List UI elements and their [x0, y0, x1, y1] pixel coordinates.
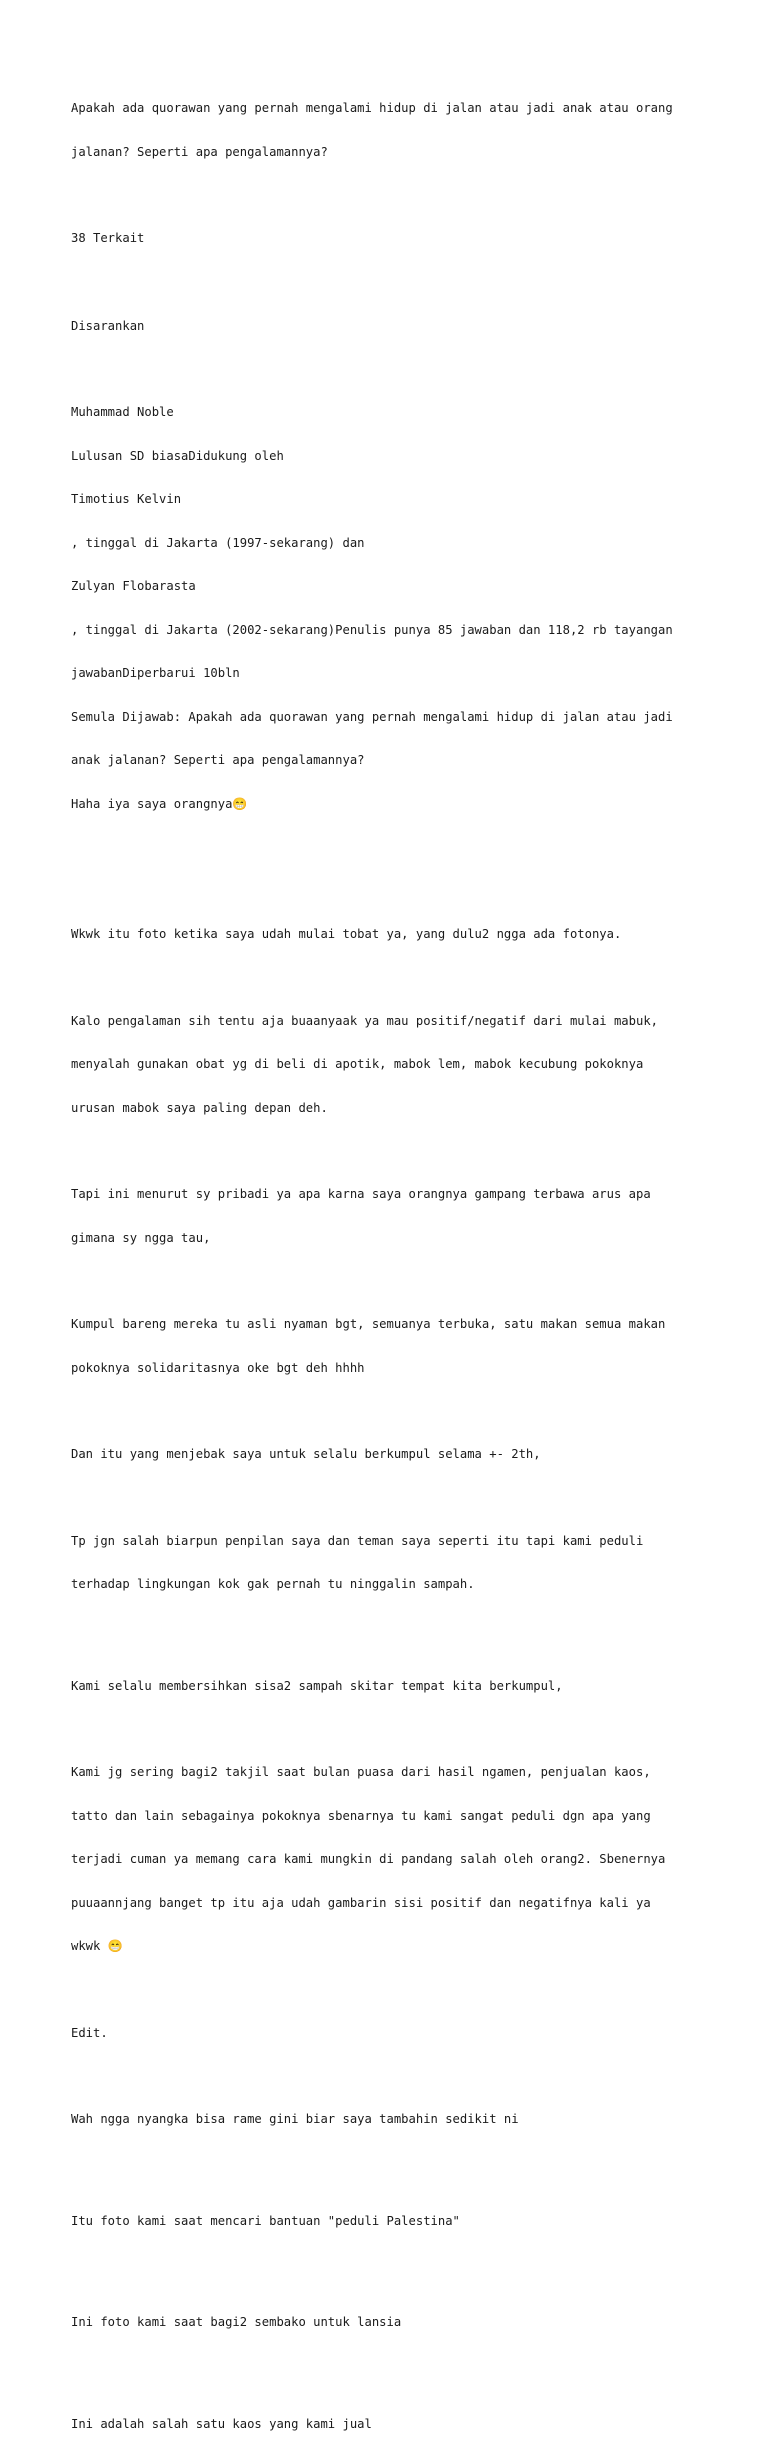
paragraph-line: Wah ngga nyangka bisa rame gini biar saya tambahin sedikit ni	[71, 2112, 711, 2127]
question-title-line: jalanan? Seperti apa pengalamannya?	[71, 145, 711, 160]
question-title	[71, 72, 711, 188]
document-page	[71, 72, 711, 2460]
related-count	[71, 202, 711, 275]
body-paragraph	[71, 1288, 711, 1404]
related-count-text: 38 Terkait	[71, 231, 711, 246]
answered-question-line: Semula Dijawab: Apakah ada quorawan yang pernah mengalami hidup di jalan atau jadi	[71, 710, 711, 725]
paragraph-line: Kami selalu membersihkan sisa2 sampah skitar tempat kita berkumpul,	[71, 1679, 711, 1694]
edit-label-text: Edit.	[71, 2026, 711, 2041]
body-paragraph	[71, 1158, 711, 1274]
paragraph-line: terhadap lingkungan kok gak pernah tu ninggalin sampah.	[71, 1577, 711, 1592]
question-title-line: Apakah ada quorawan yang pernah mengalami hidup di jalan atau jadi anak atau orang	[71, 101, 711, 116]
author-credential: Lulusan SD biasaDidukung oleh	[71, 449, 711, 464]
answered-question-line: anak jalanan? Seperti apa pengalamannya?	[71, 753, 711, 768]
body-paragraph	[71, 1505, 711, 1621]
paragraph-line: Kami jg sering bagi2 takjil saat bulan puasa dari hasil ngamen, penjualan kaos,	[71, 1765, 711, 1780]
edit-label	[71, 1997, 711, 2070]
suggested-label	[71, 290, 711, 363]
paragraph-line: Wkwk itu foto ketika saya udah mulai tobat ya, yang dulu2 ngga ada fotonya.	[71, 927, 711, 942]
paragraph-line: tatto dan lain sebagainya pokoknya sbenarnya tu kami sangat peduli dgn apa yang	[71, 1809, 711, 1824]
body-paragraph	[71, 1418, 711, 1491]
paragraph-line: menyalah gunakan obat yg di beli di apotik, mabok lem, mabok kecubung pokoknya	[71, 1057, 711, 1072]
supporter-name: Zulyan Flobarasta	[71, 579, 711, 594]
photo-caption	[71, 2388, 711, 2460]
photo-caption	[71, 2185, 711, 2258]
paragraph-line: terjadi cuman ya memang cara kami mungkin di pandang salah oleh orang2. Sbenernya	[71, 1852, 711, 1867]
answer-opening: Haha iya saya orangnya😁	[71, 797, 711, 812]
paragraph-line: Kumpul bareng mereka tu asli nyaman bgt, semuanya terbuka, satu makan semua makan	[71, 1317, 711, 1332]
supporter-detail: , tinggal di Jakarta (2002-sekarang)Penulis punya 85 jawaban dan 118,2 rb tayangan	[71, 623, 711, 638]
paragraph-line: Dan itu yang menjebak saya untuk selalu berkumpul selama +- 2th,	[71, 1447, 711, 1462]
caption-text: Ini foto kami saat bagi2 sembako untuk lansia	[71, 2315, 711, 2330]
photo-caption	[71, 2286, 711, 2359]
supporter-detail: , tinggal di Jakarta (1997-sekarang) dan	[71, 536, 711, 551]
suggested-label-text: Disarankan	[71, 319, 711, 334]
author-name: Muhammad Noble	[71, 405, 711, 420]
caption-text: Itu foto kami saat mencari bantuan "peduli Palestina"	[71, 2214, 711, 2229]
body-paragraph	[71, 1736, 711, 1983]
body-paragraph	[71, 985, 711, 1145]
body-paragraph	[71, 898, 711, 971]
paragraph-line: pokoknya solidaritasnya oke bgt deh hhhh	[71, 1361, 711, 1376]
paragraph-line: wkwk 😁	[71, 1939, 711, 1954]
answer-header	[71, 376, 711, 840]
body-paragraph	[71, 2083, 711, 2156]
paragraph-line: puuaannjang banget tp itu aja udah gambarin sisi positif dan negatifnya kali ya	[71, 1896, 711, 1911]
paragraph-line: gimana sy ngga tau,	[71, 1231, 711, 1246]
body-paragraph	[71, 1650, 711, 1723]
supporter-detail: jawabanDiperbarui 10bln	[71, 666, 711, 681]
paragraph-line: Tp jgn salah biarpun penpilan saya dan teman saya seperti itu tapi kami peduli	[71, 1534, 711, 1549]
paragraph-line: Kalo pengalaman sih tentu aja buaanyaak ya mau positif/negatif dari mulai mabuk,	[71, 1014, 711, 1029]
caption-text: Ini adalah salah satu kaos yang kami jual	[71, 2417, 711, 2432]
supporter-name: Timotius Kelvin	[71, 492, 711, 507]
paragraph-line: Tapi ini menurut sy pribadi ya apa karna saya orangnya gampang terbawa arus apa	[71, 1187, 711, 1202]
paragraph-line: urusan mabok saya paling depan deh.	[71, 1101, 711, 1116]
